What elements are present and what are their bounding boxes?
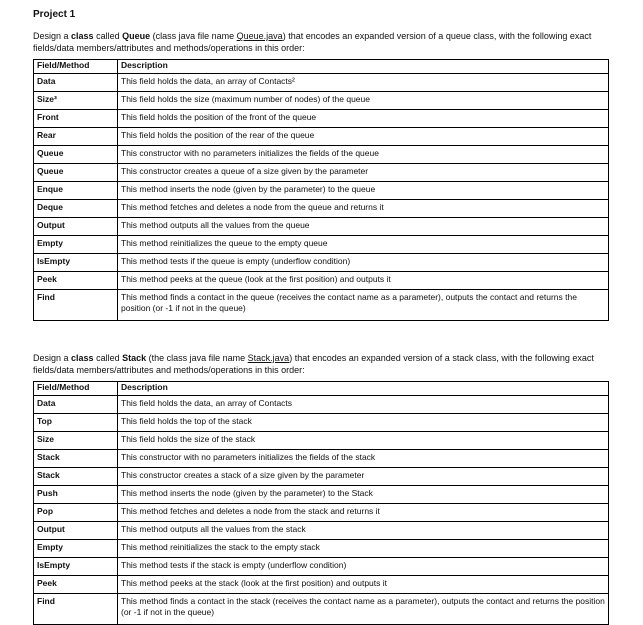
queue-spec-table [33,59,609,321]
field-method-name: Find [34,290,118,321]
field-method-description: This method reinitializes the queue to the empty queue [118,236,609,254]
field-method-name: Empty [34,236,118,254]
stack-intro-paragraph [33,352,613,376]
table-row [34,414,609,432]
queue-intro-text-c: (class java file name [150,31,237,41]
field-method-name: Front [34,110,118,128]
stack-header-description: Description [118,382,609,396]
table-row [34,540,609,558]
table-row [34,432,609,450]
field-method-name: Output [34,522,118,540]
table-row [34,486,609,504]
field-method-description: This method tests if the stack is empty (underflow condition) [118,558,609,576]
field-method-description: This method inserts the node (given by the parameter) to the Stack [118,486,609,504]
queue-intro-class-word: class [71,31,94,41]
field-method-description: This constructor with no parameters initializes the fields of the queue [118,146,609,164]
field-method-name: Stack [34,450,118,468]
table-row [34,236,609,254]
stack-header-field-method: Field/Method [34,382,118,396]
table-row [34,254,609,272]
field-method-name: Push [34,486,118,504]
field-method-description: This field holds the data, an array of Contacts² [118,74,609,92]
queue-header-description: Description [118,60,609,74]
queue-intro-text-b: called [93,31,123,41]
queue-class-name: Queue [122,31,151,41]
queue-table-header-row [34,60,609,74]
project-title: Project 1 [33,9,76,20]
table-row [34,128,609,146]
field-method-name: Deque [34,200,118,218]
table-row [34,92,609,110]
table-row [34,290,609,321]
queue-intro-text-d: ) that encodes an expanded version of a queue class, with the following exact fields/data members/attributes and methods/operations in this order: [33,31,592,53]
stack-spec-table [33,381,609,625]
stack-intro-text-a: Design a [33,353,72,363]
field-method-description: This method fetches and deletes a node from the stack and returns it [118,504,609,522]
table-row [34,468,609,486]
field-method-name: Size³ [34,92,118,110]
field-method-name: Size [34,432,118,450]
field-method-name: IsEmpty [34,558,118,576]
field-method-name: Pop [34,504,118,522]
field-method-description: This field holds the position of the rear of the queue [118,128,609,146]
field-method-description: This method outputs all the values from the stack [118,522,609,540]
field-method-description: This method tests if the queue is empty (underflow condition) [118,254,609,272]
field-method-description: This method fetches and deletes a node from the queue and returns it [118,200,609,218]
field-method-description: This method reinitializes the stack to the empty stack [118,540,609,558]
field-method-name: Rear [34,128,118,146]
field-method-description: This constructor with no parameters initializes the fields of the stack [118,450,609,468]
stack-table-header-row [34,382,609,396]
field-method-name: Peek [34,272,118,290]
field-method-description: This method inserts the node (given by the parameter) to the queue [118,182,609,200]
queue-file-name: Queue.java [236,31,283,41]
field-method-description: This field holds the position of the front of the queue [118,110,609,128]
queue-header-field-method: Field/Method [34,60,118,74]
table-row [34,594,609,625]
field-method-name: Queue [34,146,118,164]
field-method-name: Top [34,414,118,432]
field-method-name: Enque [34,182,118,200]
field-method-description: This method peeks at the stack (look at the first position) and outputs it [118,576,609,594]
table-row [34,164,609,182]
field-method-description: This field holds the size of the stack [118,432,609,450]
field-method-name: Queue [34,164,118,182]
field-method-name: Output [34,218,118,236]
table-row [34,450,609,468]
table-row [34,200,609,218]
queue-intro-text-a: Design a [33,31,72,41]
table-row [34,110,609,128]
table-row [34,218,609,236]
stack-file-name: Stack.java [247,353,290,363]
field-method-name: Data [34,74,118,92]
field-method-name: IsEmpty [34,254,118,272]
field-method-description: This method peeks at the queue (look at the first position) and outputs it [118,272,609,290]
stack-intro-text-d: ) that encodes an expanded version of a stack class, with the following exact fields/data members/attributes and methods/operations in this order: [33,353,594,375]
queue-intro-paragraph [33,30,613,54]
table-row [34,146,609,164]
field-method-description: This method outputs all the values from the queue [118,218,609,236]
stack-intro-text-b: called [93,353,123,363]
field-method-description: This field holds the size (maximum number of nodes) of the queue [118,92,609,110]
field-method-name: Find [34,594,118,625]
field-method-description: This field holds the top of the stack [118,414,609,432]
table-row [34,272,609,290]
field-method-description: This field holds the data, an array of Contacts [118,396,609,414]
field-method-description: This method finds a contact in the queue (receives the contact name as a parameter), outputs the contact and returns the position (or -1 if not in the queue) [118,290,609,321]
table-row [34,504,609,522]
table-row [34,396,609,414]
table-row [34,182,609,200]
table-row [34,522,609,540]
field-method-description: This method finds a contact in the stack (receives the contact name as a parameter), outputs the contact and returns the position (or -1 if not in the queue) [118,594,609,625]
field-method-name: Empty [34,540,118,558]
stack-intro-text-c: (the class java file name [146,353,248,363]
field-method-name: Data [34,396,118,414]
field-method-name: Stack [34,468,118,486]
table-row [34,576,609,594]
field-method-description: This constructor creates a queue of a size given by the parameter [118,164,609,182]
stack-class-name: Stack [122,353,147,363]
table-row [34,558,609,576]
table-row [34,74,609,92]
field-method-description: This constructor creates a stack of a size given by the parameter [118,468,609,486]
field-method-name: Peek [34,576,118,594]
stack-intro-class-word: class [71,353,94,363]
